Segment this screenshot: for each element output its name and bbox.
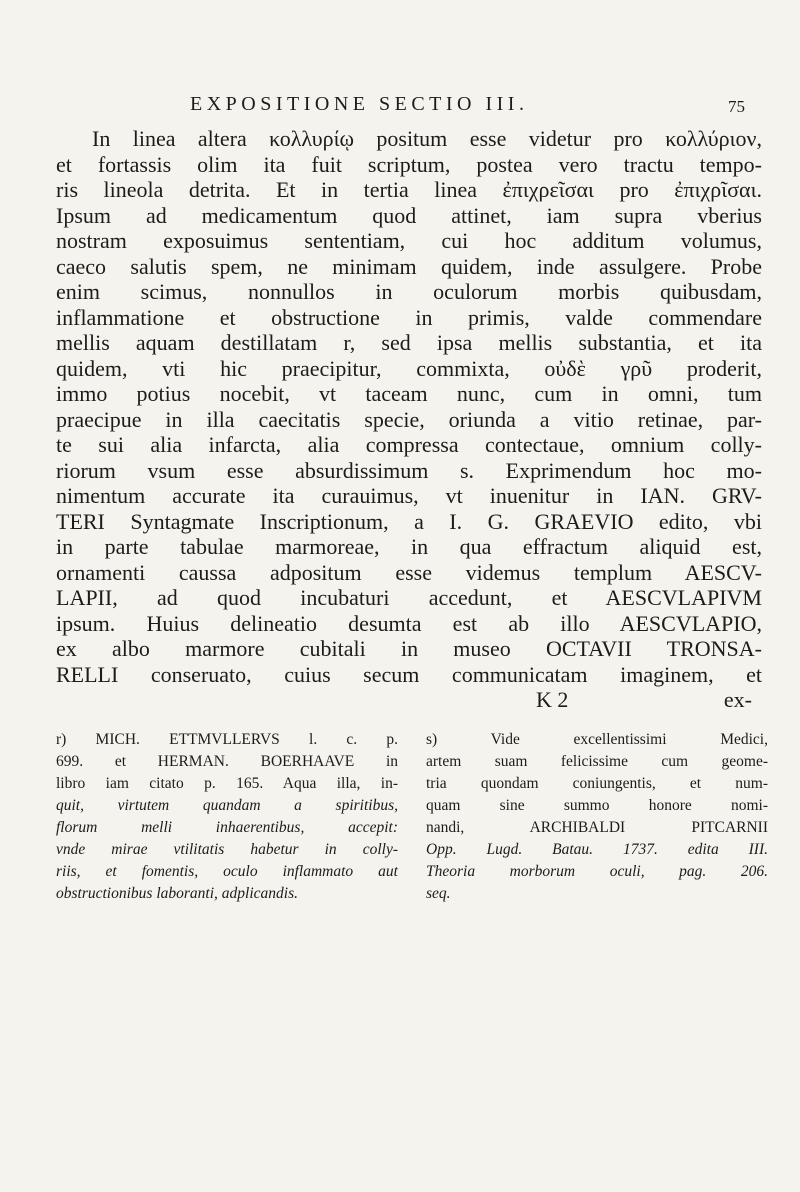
text-line: in parte tabulae marmoreae, in qua effractum aliquid est, bbox=[56, 534, 762, 559]
signature-line bbox=[56, 687, 762, 713]
text-line: inflammatione et obstructione in primis, valde commendare bbox=[56, 304, 762, 330]
footnote-line: Opp. Lugd. Batau. 1737. edita III. bbox=[426, 841, 768, 858]
footnote-line: 699. et HERMAN. BOERHAAVE in bbox=[56, 753, 398, 770]
text-line: caeco salutis spem, ne minimam quidem, inde assulgere. Probe bbox=[56, 253, 762, 279]
footnote-line: r) MICH. ETTMVLLERVS l. c. p. bbox=[56, 731, 398, 748]
footnote-line: nandi, ARCHIBALDI PITCARNII bbox=[426, 819, 768, 836]
text-line: enim scimus, nonnullos in oculorum morbis quibusdam, bbox=[56, 279, 762, 304]
text-line: quidem, vti hic praecipitur, commixta, οὐδὲ γρῦ proderit, bbox=[56, 355, 762, 381]
footnote-line: quam sine summo honore nomi- bbox=[426, 797, 768, 814]
text-line: riorum vsum esse absurdissimum s. Exprimendum hoc mo- bbox=[56, 457, 762, 483]
footnote-line: florum melli inhaerentibus, accepit: bbox=[56, 819, 398, 836]
text-line: LAPII, ad quod incubaturi accedunt, et AESCVLAPIVM bbox=[56, 585, 762, 610]
running-head bbox=[190, 93, 750, 116]
text-line: ornamenti caussa adpositum esse videmus templum AESCV- bbox=[56, 559, 762, 585]
signature-mark: K 2 bbox=[536, 687, 569, 712]
text-line: nostram exposuimus sententiam, cui hoc additum volumus, bbox=[56, 228, 762, 253]
text-line: mellis aquam destillatam r, sed ipsa mellis substantia, et ita bbox=[56, 330, 762, 355]
text-line: Ipsum ad medicamentum quod attinet, iam supra vberius bbox=[56, 202, 762, 228]
catchword: ex- bbox=[723, 687, 752, 712]
footnote-line: seq. bbox=[426, 885, 451, 902]
text-line: RELLI conseruato, cuius secum communicatam imaginem, et bbox=[56, 661, 762, 687]
text-line: praecipue in illa caecitatis specie, oriunda a vitio retinae, par- bbox=[56, 406, 762, 432]
text-line: TERI Syntagmate Inscriptionum, a I. G. GRAEVIO edito, vbi bbox=[56, 508, 762, 534]
text-line: ipsum. Huius delineatio desumta est ab illo AESCVLAPIO, bbox=[56, 610, 762, 636]
text-line: ris lineola detrita. Et in tertia linea ἐπιχρεῖσαι pro ἐπιχρῖσαι. bbox=[56, 177, 762, 202]
main-text bbox=[56, 126, 762, 713]
text-line: ex albo marmore cubitali in museo OCTAVII TRONSA- bbox=[56, 636, 762, 661]
text-line: et fortassis olim ita fuit scriptum, postea vero tractu tempo- bbox=[56, 151, 762, 177]
text-line: nimentum accurate ita curauimus, vt inuenitur in IAN. GRV- bbox=[56, 483, 762, 508]
footnote-line: quit, virtutem quandam a spiritibus, bbox=[56, 797, 398, 814]
footnote-line: s) Vide excellentissimi Medici, bbox=[426, 731, 768, 748]
footnote-r bbox=[56, 729, 398, 905]
footnote-s bbox=[426, 729, 768, 905]
running-title: EXPOSITIONE SECTIO III. bbox=[190, 93, 529, 115]
footnote-line: vnde mirae vtilitatis habetur in colly- bbox=[56, 841, 398, 858]
text-line: In linea altera κολλυρίῳ positum esse videtur pro κολλύριον, bbox=[92, 126, 762, 151]
footnote-line: libro iam citato p. 165. Aqua illa, in- bbox=[56, 775, 398, 792]
footnote-line: riis, et fomentis, oculo inflammato aut bbox=[56, 863, 398, 880]
page-number: 75 bbox=[728, 97, 745, 116]
text-line: immo potius nocebit, vt taceam nunc, cum in omni, tum bbox=[56, 381, 762, 406]
text-line: te sui alia infarcta, alia compressa contectaue, omnium colly- bbox=[56, 432, 762, 457]
footnotes bbox=[56, 729, 768, 905]
footnote-line: obstructionibus laboranti, adplicandis. bbox=[56, 885, 298, 902]
footnote-line: artem suam felicissime cum geome- bbox=[426, 753, 768, 770]
footnote-line: tria quondam coniungentis, et num- bbox=[426, 775, 768, 792]
footnote-line: Theoria morborum oculi, pag. 206. bbox=[426, 863, 768, 880]
